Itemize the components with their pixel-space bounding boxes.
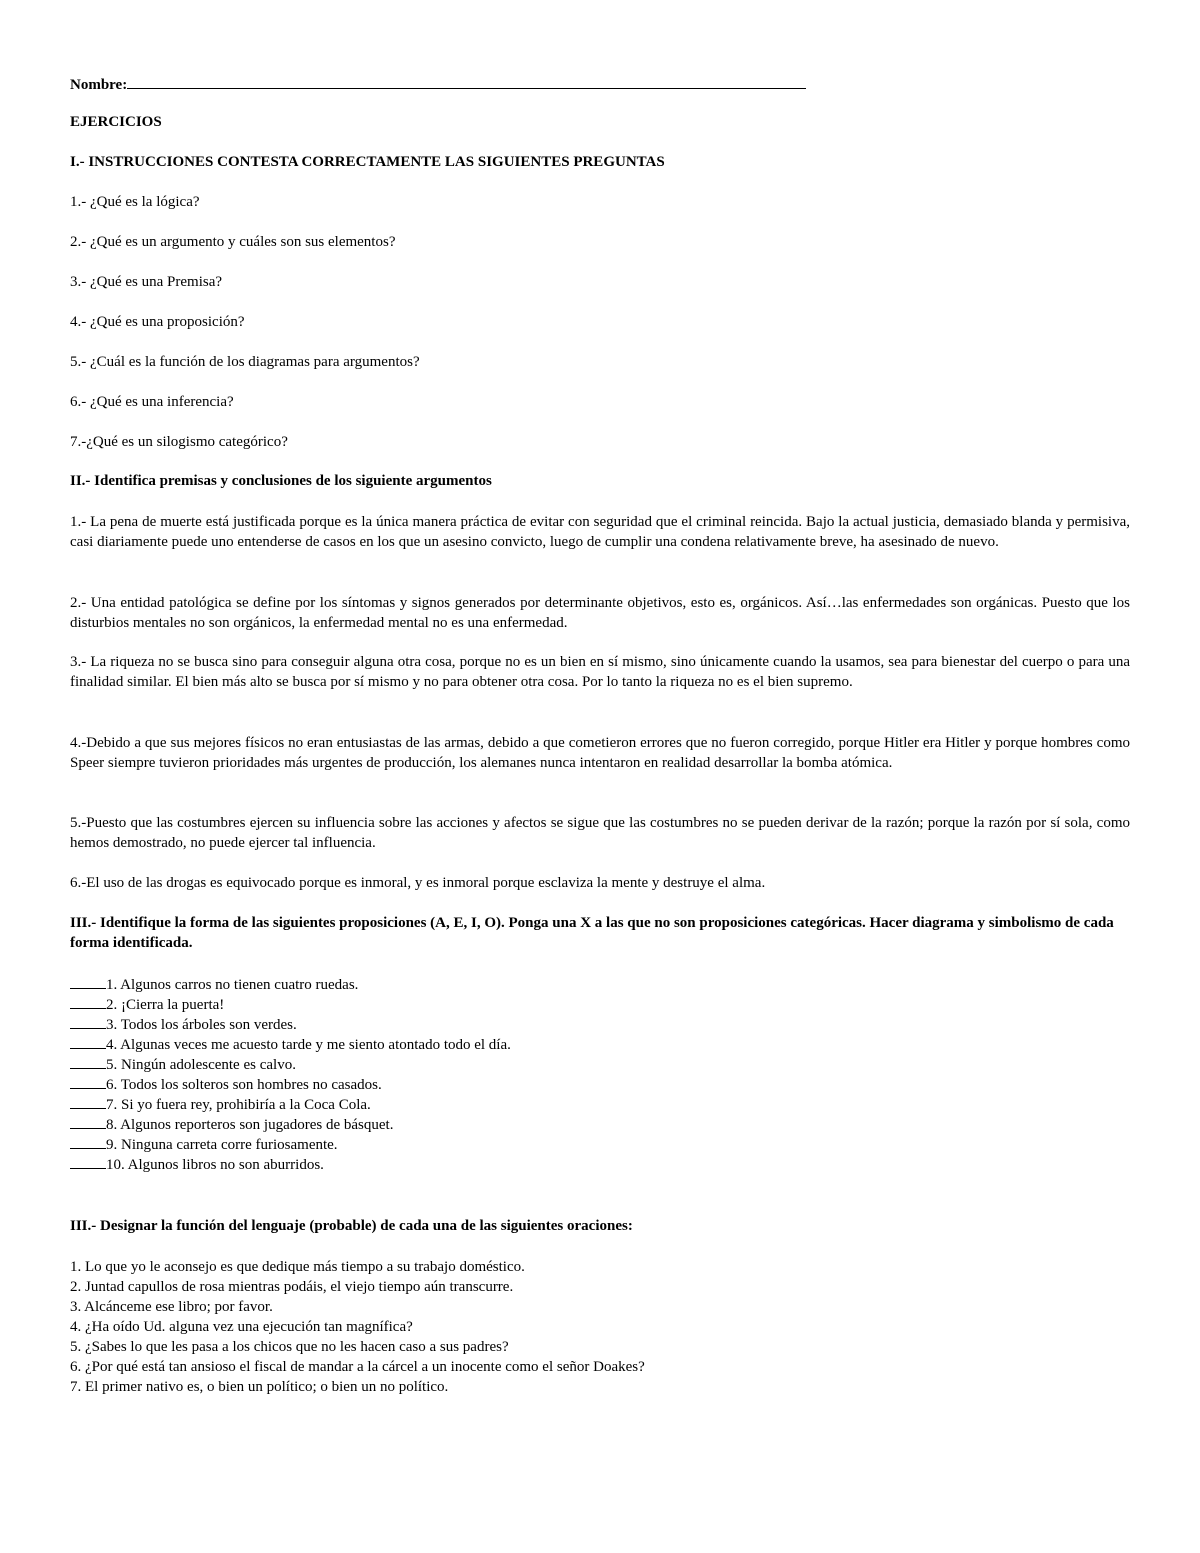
proposition-item: 9. Ninguna carreta corre furiosamente. <box>70 1134 1130 1154</box>
answer-blank <box>70 1154 106 1169</box>
answer-blank <box>70 1074 106 1089</box>
section-2-heading: II.- Identifica premisas y conclusiones de los siguiente argumentos <box>70 473 492 489</box>
question-5: 5.- ¿Cuál es la función de los diagramas para argumentos? <box>70 354 420 370</box>
answer-blank <box>70 1094 106 1109</box>
document-title: EJERCICIOS <box>70 114 162 130</box>
answer-blank <box>70 994 106 1009</box>
proposition-item: 4. Algunas veces me acuesto tarde y me siento atontado todo el día. <box>70 1034 1130 1054</box>
sentence-item: 2. Juntad capullos de rosa mientras podáis, el viejo tiempo aún transcurre. <box>70 1279 514 1295</box>
section-3-heading: III.- Identifique la forma de las siguientes proposiciones (A, E, I, O). Ponga una X a las que no son proposiciones categóricas. Hacer diagrama y simbolismo de cada forma identificada. <box>70 915 1114 951</box>
answer-blank <box>70 1134 106 1149</box>
answer-blank <box>70 974 106 989</box>
proposition-item: 1. Algunos carros no tienen cuatro ruedas. <box>70 974 1130 994</box>
sentence-item: 1. Lo que yo le aconsejo es que dedique más tiempo a su trabajo doméstico. <box>70 1259 525 1275</box>
proposition-list <box>70 974 1130 1174</box>
proposition-item: 8. Algunos reporteros son jugadores de básquet. <box>70 1114 1130 1134</box>
answer-blank <box>70 1054 106 1069</box>
sentence-item: 3. Alcánceme ese libro; por favor. <box>70 1299 273 1315</box>
name-field-line <box>127 73 806 89</box>
proposition-item: 7. Si yo fuera rey, prohibiría a la Coca Cola. <box>70 1094 1130 1114</box>
argument-4: 4.-Debido a que sus mejores físicos no eran entusiastas de las armas, debido a que cometieron errores que no fueron corregido, porque Hitler era Hitler y porque hombres como Speer siempre tuvieron prioridades más urgentes de producción, los alemanes nunca intentaron en realidad desarrollar la bomba atómica. <box>70 735 1130 771</box>
sentence-list <box>70 1257 1130 1397</box>
section-4-heading: III.- Designar la función del lenguaje (probable) de cada una de las siguientes oraciones: <box>70 1218 633 1234</box>
name-row <box>70 73 1130 95</box>
argument-3: 3.- La riqueza no se busca sino para conseguir alguna otra cosa, porque no es un bien en sí mismo, sino únicamente cuando la usamos, sea para bienestar del cuerpo o para una finalidad similar. El bien más alto se busca por sí mismo y no para obtener otra cosa. Por lo tanto la riqueza no es el bien supremo. <box>70 654 1130 690</box>
sentence-item: 5. ¿Sabes lo que les pasa a los chicos que no les hacen caso a sus padres? <box>70 1339 509 1355</box>
argument-5: 5.-Puesto que las costumbres ejercen su influencia sobre las acciones y afectos se sigue que las costumbres no se pueden derivar de la razón; porque la razón por sí sola, como hemos demostrado, no puede ejercer tal influencia. <box>70 815 1130 851</box>
proposition-item: 6. Todos los solteros son hombres no casados. <box>70 1074 1130 1094</box>
question-7: 7.-¿Qué es un silogismo categórico? <box>70 434 288 450</box>
sentence-item: 4. ¿Ha oído Ud. alguna vez una ejecución tan magnífica? <box>70 1319 413 1335</box>
answer-blank <box>70 1034 106 1049</box>
argument-1: 1.- La pena de muerte está justificada porque es la única manera práctica de evitar con seguridad que el criminal reincida. Bajo la actual justicia, demasiado blanda y permisiva, casi diariamente puede uno entenderse de casos en los que un asesino convicto, luego de cumplir una condena relativamente breve, ha asesinado de nuevo. <box>70 514 1130 550</box>
question-3: 3.- ¿Qué es una Premisa? <box>70 274 223 290</box>
proposition-item: 3. Todos los árboles son verdes. <box>70 1014 1130 1034</box>
proposition-item: 2. ¡Cierra la puerta! <box>70 994 1130 1014</box>
question-4: 4.- ¿Qué es una proposición? <box>70 314 245 330</box>
section-1-heading: I.- INSTRUCCIONES CONTESTA CORRECTAMENTE LAS SIGUIENTES PREGUNTAS <box>70 154 665 170</box>
proposition-item: 5. Ningún adolescente es calvo. <box>70 1054 1130 1074</box>
proposition-item: 10. Algunos libros no son aburridos. <box>70 1154 1130 1174</box>
question-6: 6.- ¿Qué es una inferencia? <box>70 394 234 410</box>
argument-6: 6.-El uso de las drogas es equivocado porque es inmoral, y es inmoral porque esclaviza la mente y destruye el alma. <box>70 875 766 891</box>
answer-blank <box>70 1014 106 1029</box>
question-1: 1.- ¿Qué es la lógica? <box>70 194 200 210</box>
answer-blank <box>70 1114 106 1129</box>
question-2: 2.- ¿Qué es un argumento y cuáles son sus elementos? <box>70 234 396 250</box>
sentence-item: 6. ¿Por qué está tan ansioso el fiscal de mandar a la cárcel a un inocente como el señor Doakes? <box>70 1359 645 1375</box>
name-label: Nombre: <box>70 77 128 93</box>
sentence-item: 7. El primer nativo es, o bien un político; o bien un no político. <box>70 1379 449 1395</box>
argument-2: 2.- Una entidad patológica se define por los síntomas y signos generados por determinante objetivos, esto es, orgánicos. Así…las enfermedades son orgánicas. Puesto que los disturbios mentales no son orgánicos, la enfermedad mental no es una enfermedad. <box>70 595 1130 631</box>
